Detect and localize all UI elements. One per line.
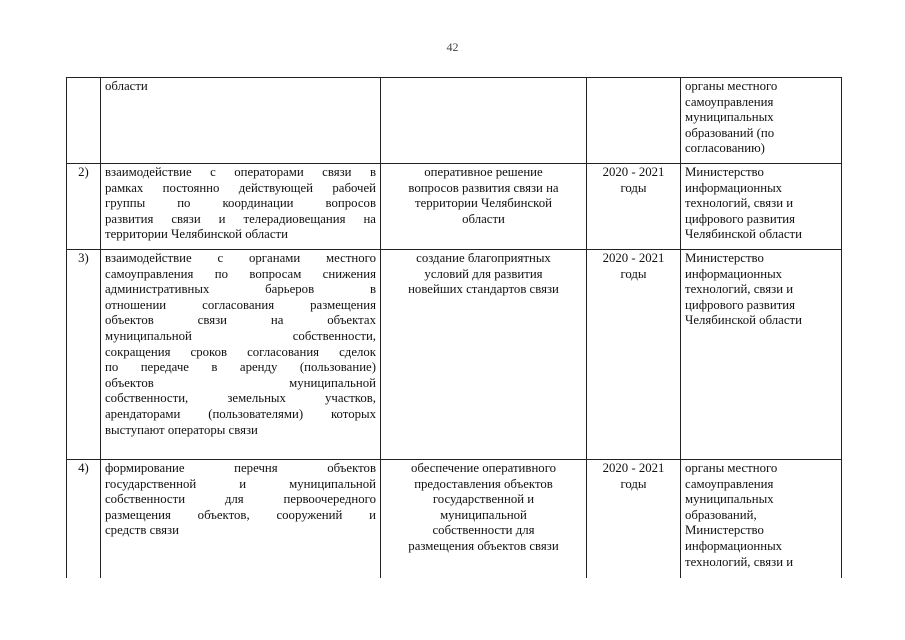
action-line: арендаторами (пользователями) которых bbox=[105, 406, 376, 421]
action-line: области bbox=[105, 79, 148, 93]
term-cell bbox=[587, 78, 681, 164]
responsible-line: Министерство bbox=[685, 165, 764, 179]
action-line: средств связи bbox=[105, 523, 179, 538]
result-line: государственной и bbox=[432, 492, 535, 507]
responsible-line: органы местного bbox=[685, 461, 778, 475]
action-cell bbox=[101, 78, 381, 164]
result-line: новейших стандартов связи bbox=[408, 282, 559, 297]
action-line: государственной и муниципальной bbox=[105, 476, 376, 491]
row-number-cell bbox=[67, 164, 101, 250]
responsible-line: самоуправления bbox=[685, 94, 774, 109]
action-line: размещения объектов, сооружений и bbox=[105, 507, 376, 522]
action-line: формирование перечня объектов bbox=[105, 461, 376, 475]
responsible-line: самоуправления bbox=[685, 476, 774, 491]
responsible-cell bbox=[681, 78, 842, 164]
term-line: годы bbox=[620, 180, 647, 195]
term-cell bbox=[587, 460, 681, 578]
result-cell bbox=[381, 164, 587, 250]
responsible-cell bbox=[681, 460, 842, 578]
action-line: группы по координации вопросов bbox=[105, 196, 376, 211]
responsible-line: технологий, связи и bbox=[685, 282, 794, 297]
responsible-line: образований (по bbox=[685, 125, 775, 140]
term-line: годы bbox=[620, 476, 647, 491]
action-cell bbox=[101, 164, 381, 250]
term-line: годы bbox=[620, 266, 647, 281]
result-line: предоставления объектов bbox=[414, 476, 553, 491]
responsible-line: муниципальных bbox=[685, 110, 774, 125]
table-row bbox=[67, 78, 842, 164]
action-line: собственности, земельных участков, bbox=[105, 391, 376, 406]
responsible-line: информационных bbox=[685, 180, 783, 195]
result-line: обеспечение оперативного bbox=[410, 461, 557, 475]
result-cell bbox=[381, 250, 587, 460]
action-line: сокращения сроков согласования сделок bbox=[105, 344, 376, 359]
result-line: оперативное решение bbox=[424, 165, 543, 179]
action-line: рамках постоянно действующей рабочей bbox=[105, 180, 376, 195]
action-line: объектов муниципальной bbox=[105, 375, 376, 390]
action-line: территории Челябинской области bbox=[105, 227, 288, 242]
responsible-line: Челябинской области bbox=[685, 227, 802, 242]
result-line: условий для развития bbox=[424, 266, 543, 281]
action-line: взаимодействие с операторами связи в bbox=[105, 165, 376, 179]
responsible-line: информационных bbox=[685, 538, 783, 553]
table-row bbox=[67, 250, 842, 460]
responsible-line: технологий, связи и bbox=[685, 554, 794, 569]
result-line: вопросов развития связи на bbox=[408, 180, 559, 195]
result-line: размещения объектов связи bbox=[408, 538, 559, 553]
responsible-line: информационных bbox=[685, 266, 783, 281]
row-number-cell bbox=[67, 460, 101, 578]
action-line: развития связи и телерадиовещания на bbox=[105, 211, 376, 226]
result-line: собственности для bbox=[432, 523, 535, 538]
action-line: административных барьеров в bbox=[105, 282, 376, 297]
term-line: 2020 - 2021 bbox=[602, 251, 665, 265]
result-line: области bbox=[462, 211, 505, 226]
measures-table bbox=[66, 77, 842, 578]
responsible-line: технологий, связи и bbox=[685, 196, 794, 211]
responsible-line: образований, bbox=[685, 507, 757, 522]
responsible-line: цифрового развития bbox=[685, 211, 796, 226]
term-line: 2020 - 2021 bbox=[602, 165, 665, 179]
responsible-line: Министерство bbox=[685, 251, 764, 265]
result-cell bbox=[381, 460, 587, 578]
row-number-cell bbox=[67, 250, 101, 460]
responsible-line: муниципальных bbox=[685, 492, 774, 507]
row-number: 2) bbox=[78, 165, 89, 179]
row-number: 4) bbox=[78, 461, 89, 475]
responsible-cell bbox=[681, 250, 842, 460]
action-line: отношении согласования размещения bbox=[105, 297, 376, 312]
responsible-line: Министерство bbox=[685, 523, 764, 538]
row-number: 3) bbox=[78, 251, 89, 265]
action-cell bbox=[101, 250, 381, 460]
row-number-cell bbox=[67, 78, 101, 164]
responsible-cell bbox=[681, 164, 842, 250]
result-line: муниципальной bbox=[440, 507, 527, 522]
action-line: самоуправления по вопросам снижения bbox=[105, 266, 376, 281]
action-line: собственности для первоочередного bbox=[105, 492, 376, 507]
table-row bbox=[67, 460, 842, 578]
responsible-line: Челябинской области bbox=[685, 313, 802, 328]
result-line: территории Челябинской bbox=[414, 196, 552, 211]
result-line: создание благоприятных bbox=[416, 251, 551, 265]
term-cell bbox=[587, 164, 681, 250]
responsible-line: цифрового развития bbox=[685, 297, 796, 312]
result-cell bbox=[381, 78, 587, 164]
action-line: по передаче в аренду (пользование) bbox=[105, 360, 376, 375]
action-line: взаимодействие с органами местного bbox=[105, 251, 376, 265]
action-line: объектов связи на объектах bbox=[105, 313, 376, 328]
responsible-line: согласованию) bbox=[685, 141, 765, 156]
responsible-line: органы местного bbox=[685, 79, 778, 93]
term-line: 2020 - 2021 bbox=[602, 461, 665, 475]
page-number: 42 bbox=[446, 40, 459, 54]
action-line: муниципальной собственности, bbox=[105, 328, 376, 343]
term-cell bbox=[587, 250, 681, 460]
action-cell bbox=[101, 460, 381, 578]
action-line: выступают операторы связи bbox=[105, 422, 258, 437]
table-row bbox=[67, 164, 842, 250]
